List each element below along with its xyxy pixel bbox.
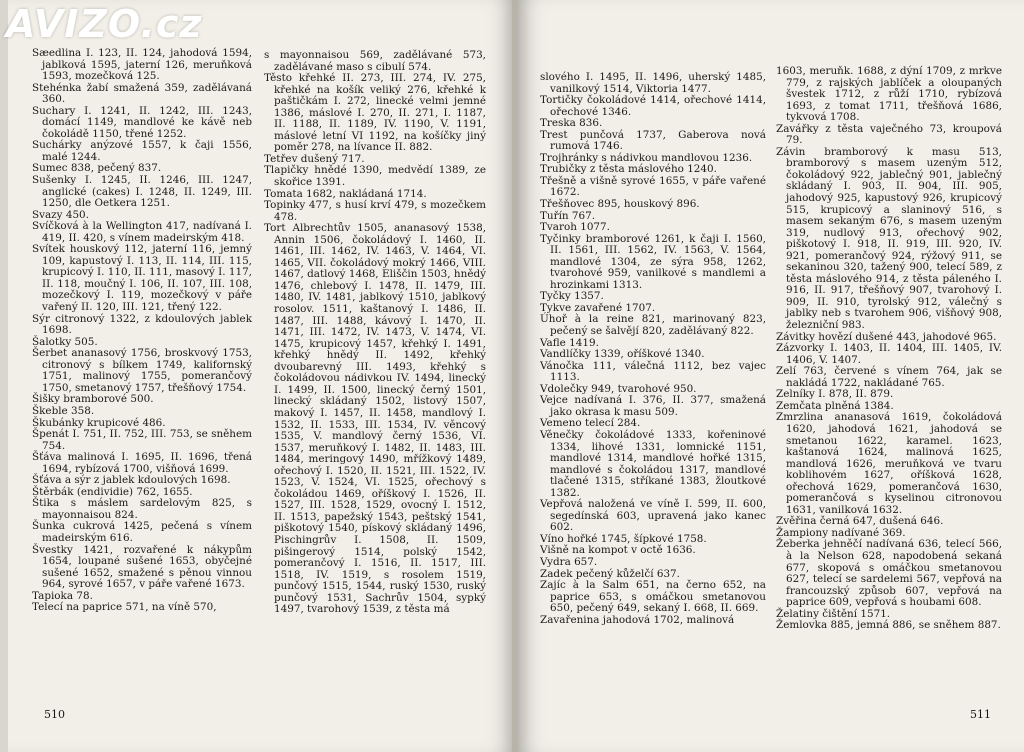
index-entry: Svítek houskový 112, jaterní 116, jemný 109, kapustový I. 113, II. 114, III. 115, krupicový I. 110, II. 111, masový I. 117, II. 118, moučný I. 106, II. 107, III. 108, mozečkový I. 119, mozečkový v páře vařený II. 120, III. 121, třený 122. [32, 243, 252, 314]
index-entry: Telecí na paprice 571, na víně 570, [32, 601, 217, 614]
index-entry: Stehénka žabí smažená 359, zadělávaná 360. [32, 81, 252, 106]
index-entry: Šalotky 505. [32, 335, 98, 348]
index-entry: Závin bramborový k masu 513, bramborový s masem uzeným 512, čokoládový 922, jablečný 901, jablečný skládaný I. 903, II. 904, III. 905, jahodový 925, kapustový 926, krupicový 515, krupicový a slaninový 516, s masem sekaným 676, s masem uzeným 319, nudlový 913, ořechový 902, piškotový I. 918, II. 919, III. 920, IV. 921, pomerančový 924, rýžový 911, se sekaninou 320, tažený 900, telecí 589, z těsta máslového 914, z těsta páleného I. 916, II. 917, třešňový 907, tvarohový I. 909, II. 910, tyrolský 912, válečný s jablky neb s tvarohem 906, višňový 908, železniční 983. [776, 145, 1002, 332]
index-entry: Zemčata plněná 1384. [776, 399, 894, 412]
index-entry: Zelí 763, červené s vínem 764, jak se nakládá 1722, nakládané 765. [776, 365, 1002, 389]
index-entry: Víno hořké 1745, šípkové 1758. [540, 532, 707, 545]
left-page [8, 0, 514, 752]
index-entry: Tlapičky hnědé 1390, medvědí 1389, ze skořice 1391. [264, 164, 486, 189]
right-page [518, 0, 1024, 752]
index-entry: Šerbet ananasový 1756, broskvový 1753, citronový s bílkem 1749, kalifornský 1751, malinový 1755, pomerančový 1750, smetanový 1757, třešňový 1754. [32, 347, 252, 394]
index-entry: Škeble 358. [32, 404, 95, 417]
index-entry: Trojhránky s nádivkou mandlovou 1236. [540, 151, 753, 164]
index-entry: 1603, meruňk. 1688, z dýní 1709, z mrkve 779, z rajských jablíček a oloupaných švestek 1712, z růží 1710, rybízová 1693, z tomat 1711, třešňová 1686, tykvová 1708. [776, 65, 1002, 124]
index-entry: Škubánky krupicové 486. [32, 416, 166, 429]
index-entry: Vánočka 111, válečná 1112, bez vajec 1113. [540, 359, 766, 384]
index-entry: Vdolečky 949, tvarohové 950. [540, 382, 697, 395]
index-entry: Zavářky z těsta vaječného 73, kroupová 79. [776, 122, 1002, 147]
index-entry: Závitky hovězí dušené 443, jahodové 965. [776, 330, 997, 343]
index-entry: Vemeno telecí 284. [540, 417, 641, 430]
index-entry: Třešňovec 895, houskový 896. [540, 198, 700, 211]
index-entry: Svíčková à la Wellington 417, nadívaná I. 419, II. 420, s vínem madeirským 418. [32, 220, 252, 244]
index-entry: Žampiony nadívané 369. [776, 526, 906, 539]
index-entry: Zázvorky I. 1403, II. 1404, III. 1405, IV. 1406, V. 1407. [776, 342, 1002, 366]
index-entry: Suchárky anýzové 1557, k čaji 1556, malé 1244. [32, 139, 252, 163]
right-page-column-2 [776, 66, 1002, 632]
index-entry: Višně na kompot v octě 1636. [540, 544, 696, 557]
index-entry: Těsto křehké II. 273, III. 274, IV. 275, křehké na košík veliký 276, křehké k paštičkám I. 272, linecké velmi jemné 1386, máslové I. 270, II. 271, I. 1187, II. 1188, II. 1189, IV. 1190, V. 1191, máslové letní VI 1192, na košíčky jiný poměr 278, na lívance II. 882. [264, 72, 486, 154]
index-entry: Úhoř à la reine 821, marinovaný 823, pečený se šalvějí 820, zadělávaný 822. [540, 313, 766, 338]
index-entry: Štika s máslem sardelovým 825, s mayonnaisou 824. [32, 497, 252, 521]
index-entry: Tomata 1682, nakládaná 1714. [264, 187, 427, 200]
watermark-logo: AVIZO.cz [6, 2, 203, 46]
index-entry: Šťáva malinová I. 1695, II. 1696, třená 1694, rybízová 1700, višňová 1699. [32, 451, 252, 475]
index-entry: Tort Albrechtův 1505, ananasový 1538, Annin 1506, čokoládový I. 1460, II. 1461, III. 1462, IV. 1463, V. 1464, VI. 1465, VII. čokoládový mokrý 1466, VIII. 1467, datlový 1468, Eliščin 1503, hnědý 1476, chlebový I. 1478, II. 1479, III. 1480, IV. 1481, jablkový 1510, jablkový rosolov. 1511, kaštanový I. 1486, II. 1487, III. 1488, kávový I. 1470, II. 1471, III. 1472, IV. 1473, V. 1474, VI. 1475, krupicový 1457, křehký I. 1491, křehký hnědý II. 1492, křehký dvoubarevný III. 1493, křehký s čokoládovou nádivkou IV. 1494, linecký I. 1499, II. 1500, linecký černý 1501, linecký skládaný 1502, listový 1507, makový I. 1457, II. 1458, mandlový I. 1532, II. 1533, III. 1534, IV. věncový 1535, V. mandlový černý 1536, VI. 1537, meruňkový I. 1482, II. 1483, III. 1484, meringový 1490, mřížkový 1489, ořechový I. 1520, II. 1521, III. 1522, IV. 1523, V. 1524, VI. 1525, ořechový s čokoládou 1469, oříškový I. 1526, II. 1527, III. 1528, 1529, ovocný I. 1512, II. 1513, papežský 1543, peštský 1541, piškotový 1540, pískový skládaný 1496, Pischingrův I. 1508, II. 1509, pišingerový 1514, polský 1542, pomerančový I. 1516, II. 1517, III. 1518, IV. 1519, s rosolem 1519, punčový 1515, 1544, ruský 1530, ruský punčový 1531, Sachrův 1504, sypký 1497, tvarohový 1539, z těsta má [264, 222, 486, 616]
index-entry: Topinky 477, s husí krví 479, s mozečkem 478. [264, 199, 486, 223]
index-entry: Sumec 838, pečený 837. [32, 162, 162, 175]
index-entry: Vydra 657. [540, 555, 598, 568]
index-entry: Tetřev dušený 717. [264, 152, 365, 165]
index-entry: Tyčinky bramborové 1261, k čaji I. 1560, II. 1561, III. 1562, IV. 1563, V. 1564, mandlové 1304, ze sýra 958, 1262, tvarohové 959, vanilkové s mandlemi a hrozinkami 1313. [540, 232, 766, 291]
right-page-column-1 [540, 72, 766, 626]
index-entry: Tuřín 767. [540, 209, 596, 222]
index-entry: Vepřová naložená ve víně I. 599, II. 600, segedínská 603, upravená jako kanec 602. [540, 498, 766, 534]
index-entry: Zajíc à la Salm 651, na černo 652, na paprice 653, s omáčkou smetanovou 650, pečený 649, sekaný I. 668, II. 669. [540, 579, 766, 615]
index-entry: Suchary I. 1241, II. 1242, III. 1243, domácí 1149, mandlové ke kávě neb čokoládě 1150, třené 1252. [32, 104, 252, 140]
index-entry: Želatiny čištění 1571. [776, 607, 891, 620]
index-entry: Zelníky I. 878, II. 879. [776, 388, 894, 401]
index-entry: Sýr citronový 1322, z kdoulových jablek 1698. [32, 312, 252, 337]
index-entry: Sušenky I. 1245, II. 1246, III. 1247, anglické (cakes) I. 1248, II. 1249, III. 1250, dle Oetkera 1251. [32, 174, 252, 210]
index-entry: Vejce nadívaná I. 376, II. 377, smažená jako okrasa k masu 509. [540, 394, 766, 418]
right-page-number: 511 [970, 708, 991, 721]
index-entry: Trubičky z těsta máslového 1240. [540, 163, 717, 176]
index-entry: Zvěřina černá 647, dušená 646. [776, 515, 944, 528]
index-entry: Zadek pečený kůželčí 637. [540, 567, 680, 580]
index-entry: Žemlovka 885, jemná 886, se sněhem 887. [776, 619, 1001, 632]
index-entry: Tortičky čokoládové 1414, ořechové 1414, ořechové 1346. [540, 94, 766, 118]
index-entry: s mayonnaisou 569, zadělávané 573, zadělávané maso s cibulí 574. [264, 49, 486, 73]
index-entry: Sæedlina I. 123, II. 124, jahodová 1594, jablková 1595, jaterní 126, meruňková 1593, mozečková 125. [32, 47, 252, 83]
index-entry: Zavařenina jahodová 1702, malinová [540, 613, 735, 626]
index-entry: Svazy 450. [32, 208, 89, 221]
left-page-number: 510 [44, 708, 65, 721]
index-entry: slového I. 1495, II. 1496, uherský 1485, vanilkový 1514, Viktoria 1477. [540, 71, 766, 95]
index-entry: Šťáva a sýr z jablek kdoulových 1698. [32, 474, 231, 487]
index-entry: Zmrzlina ananasová 1619, čokoládová 1620, jahodová 1621, jahodová se smetanou 1622, karamel. 1623, kaštanová 1624, malinová 1625, mandlová 1626, meruňková ve tvaru koblihovém 1627, oříšková 1628, ořechová 1629, pomerančová 1630, pomerančová s kyselinou citronovou 1631, vanilková 1632. [776, 411, 1002, 516]
index-entry: Třešně a višně syrové 1655, v páře vařené 1672. [540, 174, 766, 199]
left-page-column-2 [264, 50, 486, 616]
index-entry: Šunka cukrová 1425, pečená s vínem madeirským 616. [32, 520, 252, 544]
index-entry: Žeberka jehněčí nadívaná 636, telecí 566, à la Nelson 628, napodobená sekaná 677, skopová s omáčkou smetanovou 627, telecí se sardelemi 567, vepřová na francouzský způsob 607, vepřová na paprice 609, vepřová s houbami 608. [776, 538, 1002, 609]
index-entry: Tykve zavařené 1707. [540, 301, 656, 314]
index-entry: Šišky bramborové 500. [32, 393, 154, 406]
index-entry: Trest punčová 1737, Gaberova nová rumová 1746. [540, 128, 766, 153]
index-entry: Tapioka 78. [32, 589, 93, 602]
index-entry: Tvaroh 1077. [540, 221, 610, 234]
index-entry: Štěrbák (endividie) 762, 1655. [32, 485, 193, 498]
index-entry: Špenát I. 751, II. 752, III. 753, se sněhem 754. [32, 428, 252, 452]
index-entry: Tyčky 1357. [540, 290, 604, 303]
left-page-column-1 [32, 48, 252, 614]
index-entry: Vafle 1419. [540, 336, 599, 349]
index-entry: Švestky 1421, rozvařené k nákypům 1654, loupané sušené 1653, obyčejné sušené 1652, smažené s pěnou vinnou 964, syrové 1657, v páře vařené 1673. [32, 543, 252, 591]
index-entry: Vandlíčky 1339, oříškové 1340. [540, 348, 705, 361]
index-entry: Treska 836. [540, 117, 603, 130]
index-entry: Věnečky čokoládové 1333, kořeninové 1334, lihové 1331, lomnické 1151, mandlové 1314, mandlové hořké 1315, mandlové s čokoládou 1317, mandlové tlačené 1315, stříkané 1383, žloutkové 1382. [540, 428, 766, 499]
